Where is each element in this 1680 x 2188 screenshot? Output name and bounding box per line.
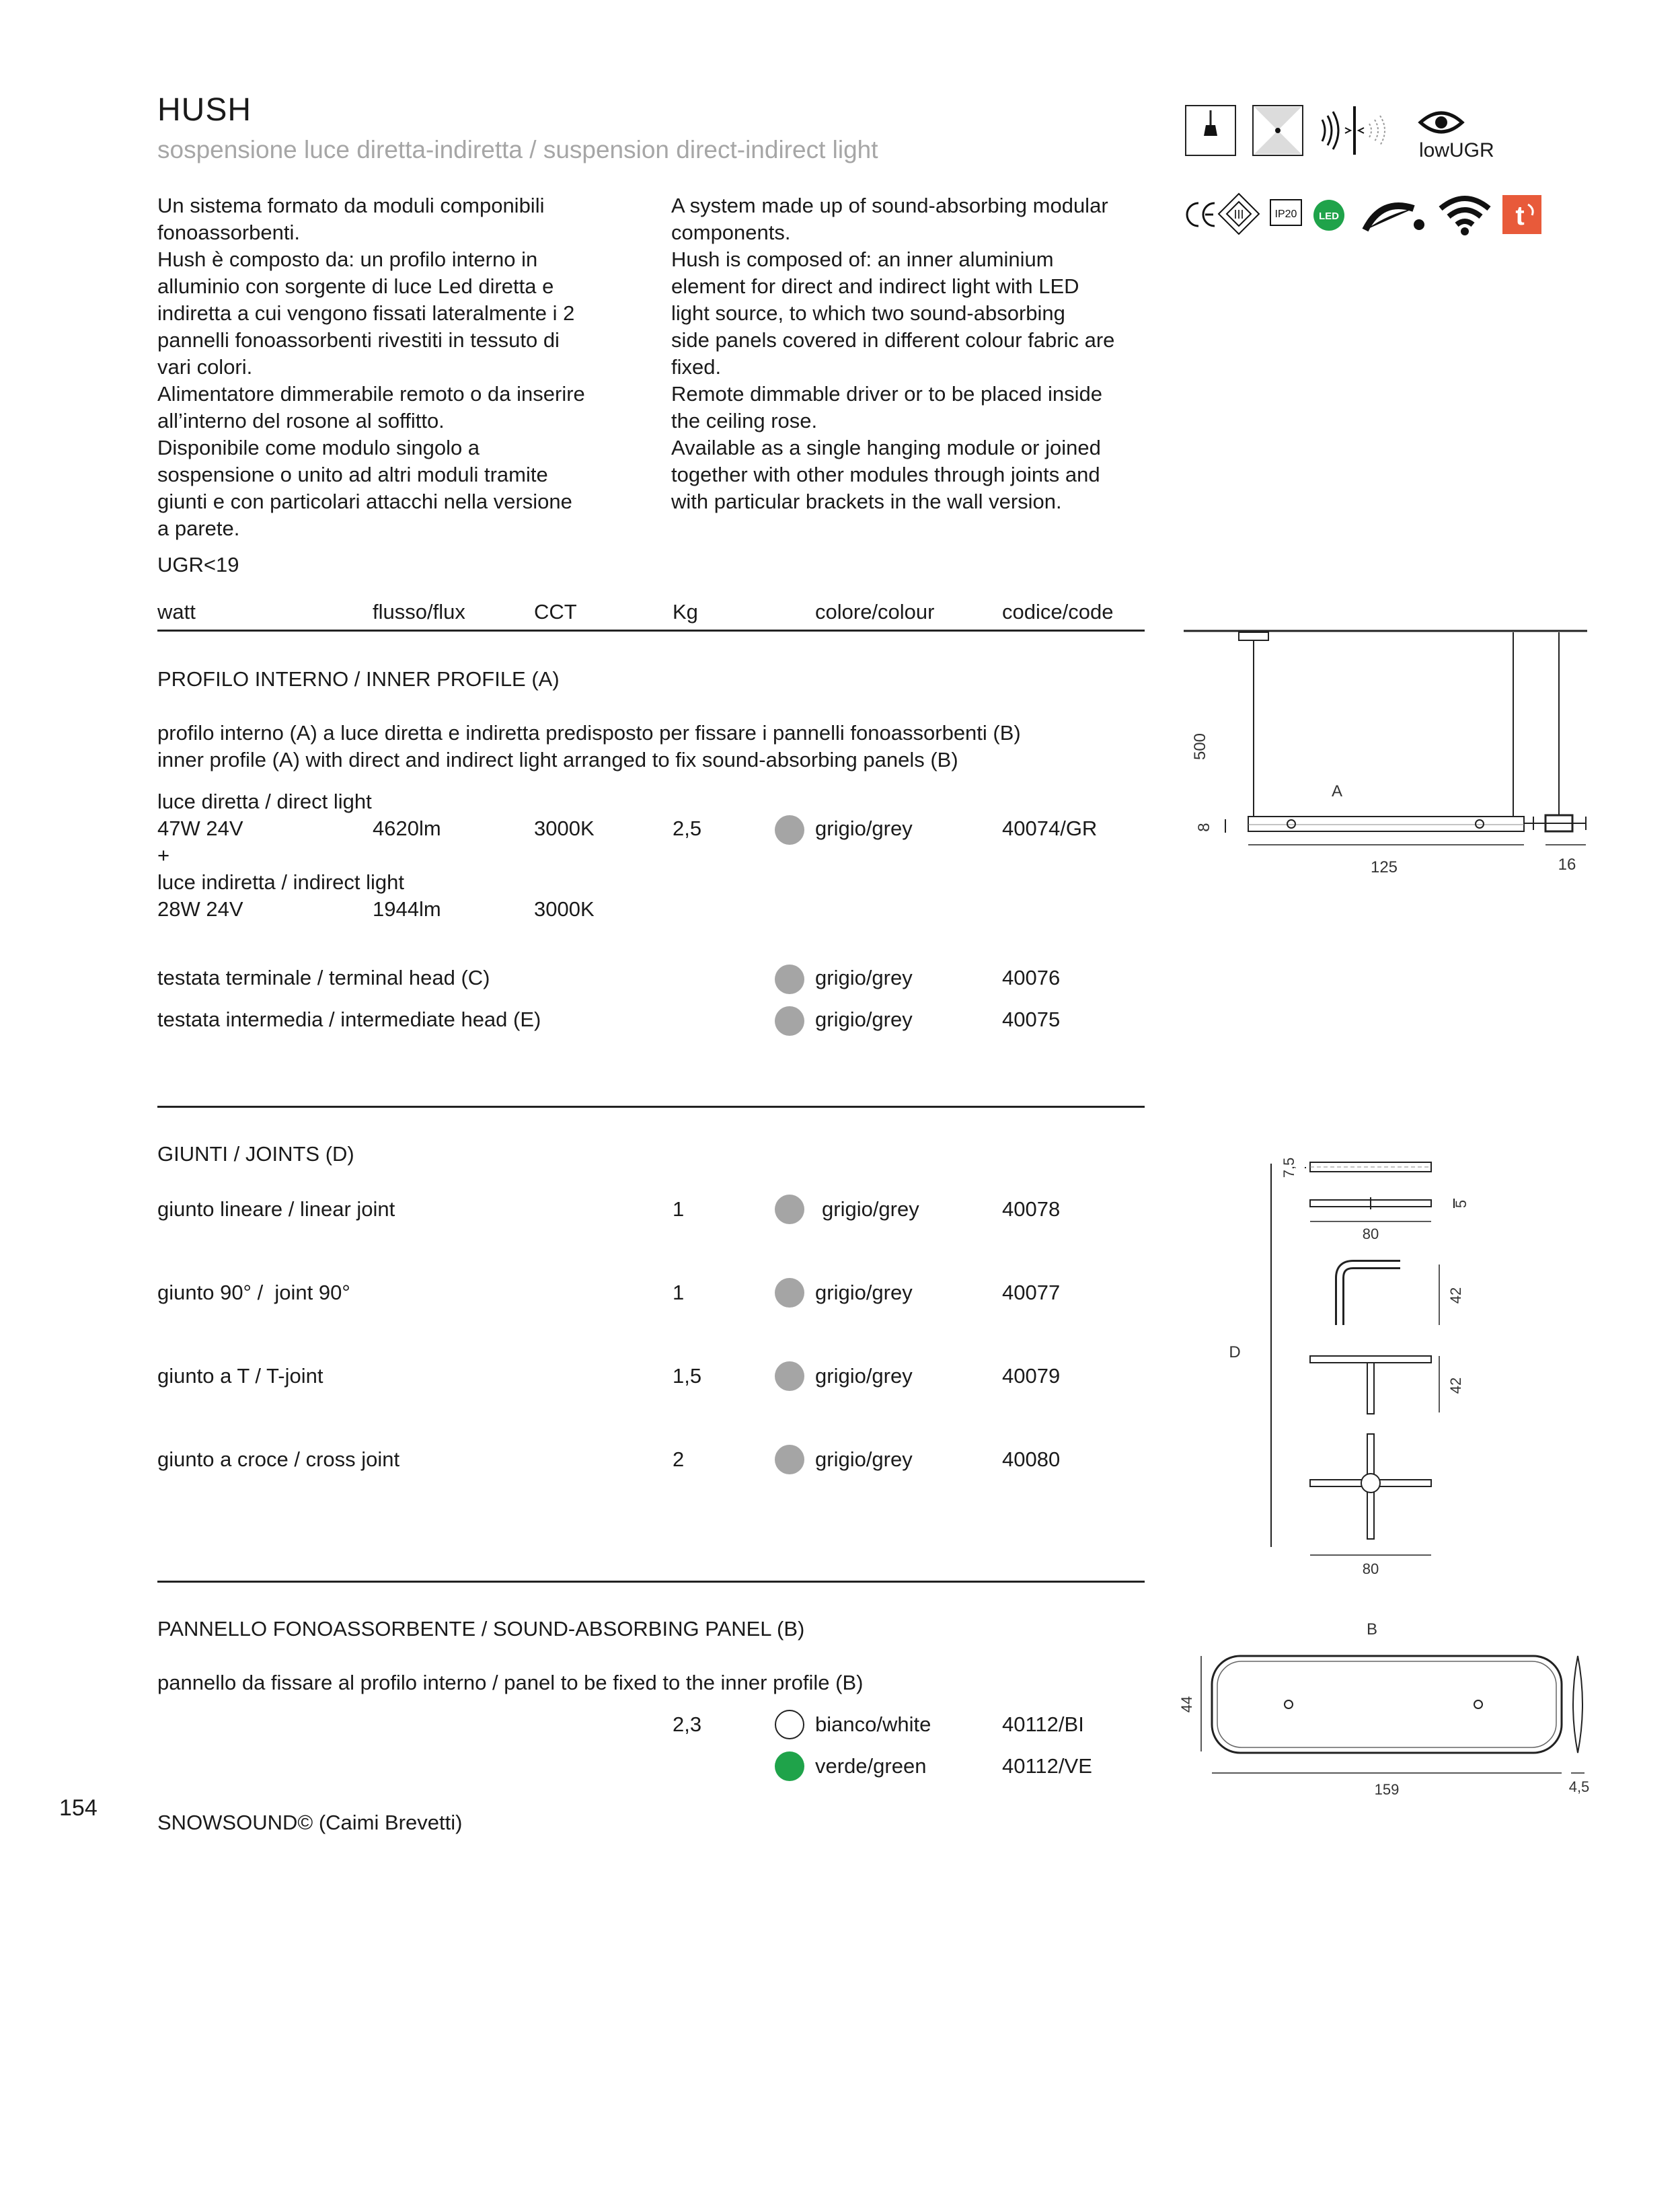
profile-description-en: inner profile (A) with direct and indirect light arranged to fix sound-absorbing panels (B) [157,748,958,771]
page-title: HUSH [157,92,252,128]
low-ugr-label: lowUGR [1419,139,1494,161]
panel-depth-dim: 4,5 [1568,1778,1590,1795]
joint-90-label: giunto 90° / joint 90° [157,1281,350,1304]
joint-dim-1: 7,5 [1281,1157,1297,1178]
header-watt: watt [157,600,196,624]
joint-dim-6: 80 [1362,1560,1379,1577]
intermediate-head-label: testata intermedia / intermediate head (E) [157,1008,541,1031]
cross-joint-code: 40080 [1002,1447,1061,1471]
description-line: giunti e con particolari attacchi nella versione [157,490,572,513]
section-divider [157,1581,1145,1583]
section-title-profile: PROFILO INTERNO / INNER PROFILE (A) [157,667,560,691]
class-iii-icon [1217,192,1260,239]
description-line: Hush is composed of: an inner aluminium [671,248,1054,271]
profile-code: 40074/GR [1002,817,1098,840]
eye-icon [1418,108,1465,141]
description-line: sospensione o unito ad altri moduli tramite [157,463,548,486]
profile-colour: grigio/grey [815,817,913,840]
plus-sign: + [157,843,170,867]
wifi-icon [1438,194,1492,240]
description-line: alluminio con sorgente di luce Led diretta e [157,274,554,298]
header-kg: Kg [673,600,698,624]
description-line: Disponibile come modulo singolo a [157,436,480,459]
description-line: Remote dimmable driver or to be placed inside [671,382,1102,406]
joints-drawing [1211,1143,1493,1587]
t-joint-colour: grigio/grey [815,1364,913,1388]
colour-swatch-grey [775,1445,804,1474]
description-line: pannelli fonoassorbenti rivestiti in tessuto di [157,328,560,352]
panel-description: pannello da fissare al profilo interno / panel to be fixed to the inner profile (B) [157,1671,864,1694]
t-joint-kg: 1,5 [673,1364,702,1388]
panel-code-green: 40112/VE [1002,1754,1092,1778]
header-flux: flusso/flux [373,600,465,624]
direct-flux: 4620lm [373,817,441,840]
description-line: Available as a single hanging module or joined [671,436,1101,459]
description-line: all’interno del rosone al soffitto. [157,409,445,432]
svg-text:t: t [1515,201,1525,231]
t-joint-code: 40079 [1002,1364,1061,1388]
profile-length-dim: 125 [1370,858,1398,876]
terminal-head-label: testata terminale / terminal head (C) [157,966,490,989]
header-divider [157,630,1145,632]
direct-watt: 47W 24V [157,817,243,840]
ip-label: IP20 [1274,209,1297,220]
linear-joint-code: 40078 [1002,1197,1061,1221]
profile-label: A [1332,782,1343,800]
description-line: a parete. [157,517,240,540]
class-iii-label: III [1233,208,1244,221]
panel-label: B [1366,1620,1378,1638]
header-cct: CCT [534,600,577,624]
credit-line: SNOWSOUND© (Caimi Brevetti) [157,1811,463,1834]
indirect-cct: 3000K [534,897,595,921]
t-joint-label: giunto a T / T-joint [157,1364,323,1388]
ugr-value: UGR<19 [157,553,239,576]
intermediate-head-colour: grigio/grey [815,1008,913,1031]
joint-90-kg: 1 [673,1281,685,1304]
cross-joint-colour: grigio/grey [815,1447,913,1471]
joint-dim-5: 42 [1447,1377,1464,1394]
profile-thickness-dim: 8 [1195,823,1213,832]
description-line: fonoassorbenti. [157,221,300,244]
panel-kg: 2,3 [673,1712,702,1736]
profile-description-it: profilo interno (A) a luce diretta e indiretta predisposto per fissare i pannelli fonoassorbenti (B) [157,721,1021,745]
description-line: together with other modules through joints and [671,463,1100,486]
header-code: codice/code [1002,600,1114,624]
panel-length-dim: 159 [1374,1781,1400,1798]
joint-dim-3: 80 [1362,1225,1379,1242]
description-line: vari colori. [157,355,253,379]
terminal-head-colour: grigio/grey [815,966,913,989]
colour-swatch-green [775,1751,804,1781]
header-colour: colore/colour [815,600,935,624]
direct-cct: 3000K [534,817,595,840]
colour-swatch-grey [775,1361,804,1391]
panel-drawing [1170,1614,1601,1816]
colour-swatch-grey [775,1006,804,1036]
profile-height-dim: 500 [1191,732,1209,761]
joint-90-colour: grigio/grey [815,1281,913,1304]
panel-height-dim: 44 [1178,1696,1195,1713]
led-label: LED [1319,211,1339,222]
colour-swatch-grey [775,1278,804,1308]
ip20-icon [1270,199,1302,229]
description-line: light source, to which two sound-absorbing [671,301,1065,325]
linear-joint-label: giunto lineare / linear joint [157,1197,395,1221]
colour-swatch-white [775,1710,804,1739]
description-line: Un sistema formato da moduli componibili [157,194,545,217]
indirect-watt: 28W 24V [157,897,243,921]
description-line: Alimentatore dimmerabile remoto o da inserire [157,382,585,406]
profile-drawing [1184,626,1594,881]
description-line: A system made up of sound-absorbing modular [671,194,1108,217]
description-line: with particular brackets in the wall version. [671,490,1062,513]
panel-colour-white: bianco/white [815,1712,931,1736]
pendant-lamp-icon [1185,105,1236,159]
description-english [671,192,1114,515]
intermediate-head-code: 40075 [1002,1008,1061,1031]
profile-kg: 2,5 [673,817,702,840]
page-number: 154 [59,1795,98,1821]
description-line: Hush è composto da: un profilo interno in [157,248,538,271]
direct-indirect-light-icon [1252,105,1303,159]
terminal-head-code: 40076 [1002,966,1061,989]
panel-colour-green: verde/green [815,1754,927,1778]
description-line: fixed. [671,355,722,379]
profile-head-dim: 16 [1558,856,1576,874]
section-title-panel: PANNELLO FONOASSORBENTE / SOUND-ABSORBING PANEL (B) [157,1617,805,1640]
colour-swatch-grey [775,815,804,845]
linear-joint-colour: grigio/grey [822,1197,919,1221]
panel-code-white: 40112/BI [1002,1712,1084,1736]
ce-mark-icon [1182,198,1220,235]
direct-light-label: luce diretta / direct light [157,790,372,813]
description-line: indiretta a cui vengono fissati lateralmente i 2 [157,301,575,325]
page-subtitle: sospensione luce diretta-indiretta / suspension direct-indirect light [157,136,878,163]
indirect-flux: 1944lm [373,897,441,921]
indirect-light-label: luce indiretta / indirect light [157,870,405,894]
description-line: element for direct and indirect light with LED [671,274,1079,298]
colour-swatch-grey [775,965,804,994]
joint-dim-4: 42 [1447,1287,1464,1304]
section-divider [157,1106,1145,1108]
joints-label: D [1229,1343,1241,1361]
joint-dim-2: 5 [1453,1199,1469,1209]
description-line: the ceiling rose. [671,409,818,432]
led-icon [1313,199,1345,235]
joint-90-code: 40077 [1002,1281,1061,1304]
section-title-joints: GIUNTI / JOINTS (D) [157,1142,354,1166]
dimmable-sensor-icon [1318,105,1412,159]
dimmer-arc-icon [1361,194,1428,237]
description-italian [157,192,585,542]
description-line: components. [671,221,791,244]
linear-joint-kg: 1 [673,1197,685,1221]
description-line: side panels covered in different colour fabric are [671,328,1115,352]
tuya-app-icon [1502,195,1541,237]
cross-joint-kg: 2 [673,1447,685,1471]
cross-joint-label: giunto a croce / cross joint [157,1447,400,1471]
colour-swatch-grey [775,1195,804,1224]
